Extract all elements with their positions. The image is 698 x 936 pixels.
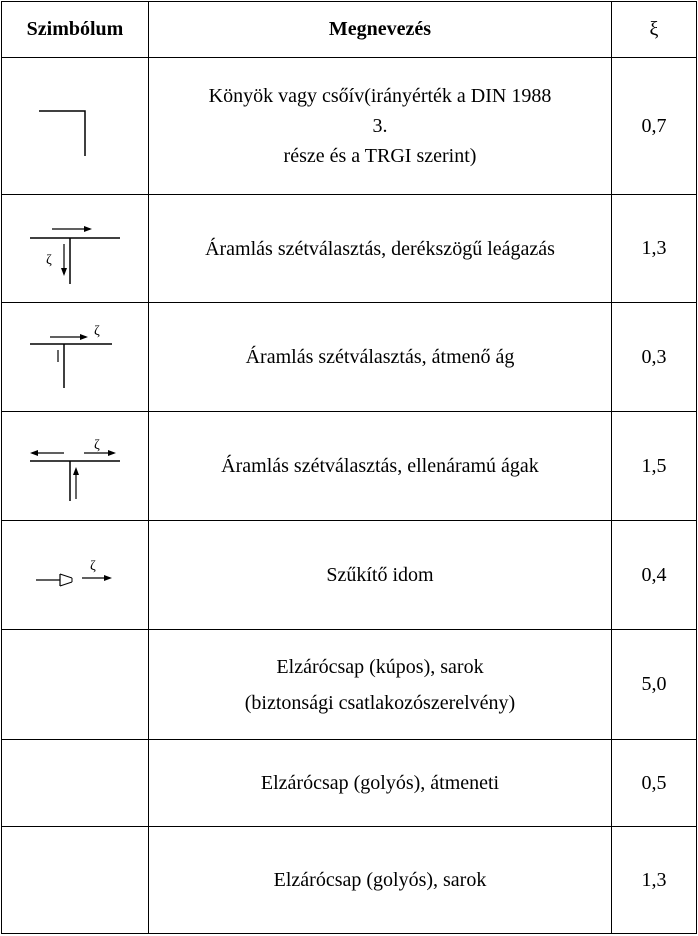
symbol-cell: [2, 630, 149, 740]
branch-90-icon: [2, 214, 149, 284]
table-row: [2, 58, 697, 195]
value-cell: 1,3: [612, 827, 697, 934]
name-cell: [149, 195, 612, 303]
symbol-cell: [2, 58, 149, 195]
symbol-cell: [2, 195, 149, 303]
header-symbol: Szimbólum: [2, 2, 149, 58]
header-coef: ξ: [612, 2, 697, 58]
name-cell: [149, 412, 612, 521]
header-name: Megnevezés: [149, 2, 612, 58]
value-cell: 0,5: [612, 740, 697, 827]
name-line: Elzárócsap (kúpos), sarok: [276, 655, 484, 678]
value-cell: 5,0: [612, 630, 697, 740]
symbol-cell: [2, 521, 149, 630]
zeta-label: ζ: [94, 438, 100, 453]
header-row: [2, 2, 697, 58]
name-line: Áramlás szétválasztás, derékszögű leágazás: [205, 237, 555, 260]
name-line: Elzárócsap (golyós), sarok: [273, 869, 487, 891]
name-cell: [149, 827, 612, 934]
name-line: (biztonsági csatlakozószerelvény): [244, 691, 516, 714]
table-row: [2, 740, 697, 827]
branch-through-icon: [2, 322, 149, 392]
value-cell: 0,3: [612, 303, 697, 412]
name-line: Könyök vagy csőív(irányérték a DIN 1988: [208, 85, 552, 107]
name-line: 3.: [372, 115, 388, 137]
table-row: [2, 630, 697, 740]
elbow-icon: [2, 91, 149, 161]
name-cell: [149, 303, 612, 412]
coefficient-table: [1, 1, 697, 934]
symbol-cell: [2, 740, 149, 827]
name-cell: [149, 740, 612, 827]
symbol-cell: [2, 412, 149, 521]
reducer-icon: [2, 540, 149, 610]
table-row: [2, 195, 697, 303]
zeta-label: ζ: [46, 252, 52, 268]
name-line: Elzárócsap (golyós), átmeneti: [260, 772, 500, 794]
symbol-cell: [2, 303, 149, 412]
name-line: Áramlás szétválasztás, átmenő ág: [245, 346, 515, 368]
table-row: [2, 827, 697, 934]
zeta-label: ζ: [94, 324, 100, 339]
name-cell: [149, 630, 612, 740]
table-row: [2, 412, 697, 521]
value-cell: 0,4: [612, 521, 697, 630]
table-row: [2, 521, 697, 630]
zeta-label: ζ: [90, 559, 96, 574]
name-line: Szűkítő idom: [326, 564, 434, 586]
branch-counterflow-icon: [2, 431, 149, 501]
value-cell: 0,7: [612, 58, 697, 195]
symbol-cell: [2, 827, 149, 934]
value-cell: 1,5: [612, 412, 697, 521]
name-cell: [149, 58, 612, 195]
table-row: [2, 303, 697, 412]
value-cell: 1,3: [612, 195, 697, 303]
name-line: Áramlás szétválasztás, ellenáramú ágak: [221, 455, 539, 477]
name-cell: [149, 521, 612, 630]
name-line: része és a TRGI szerint): [283, 145, 477, 167]
